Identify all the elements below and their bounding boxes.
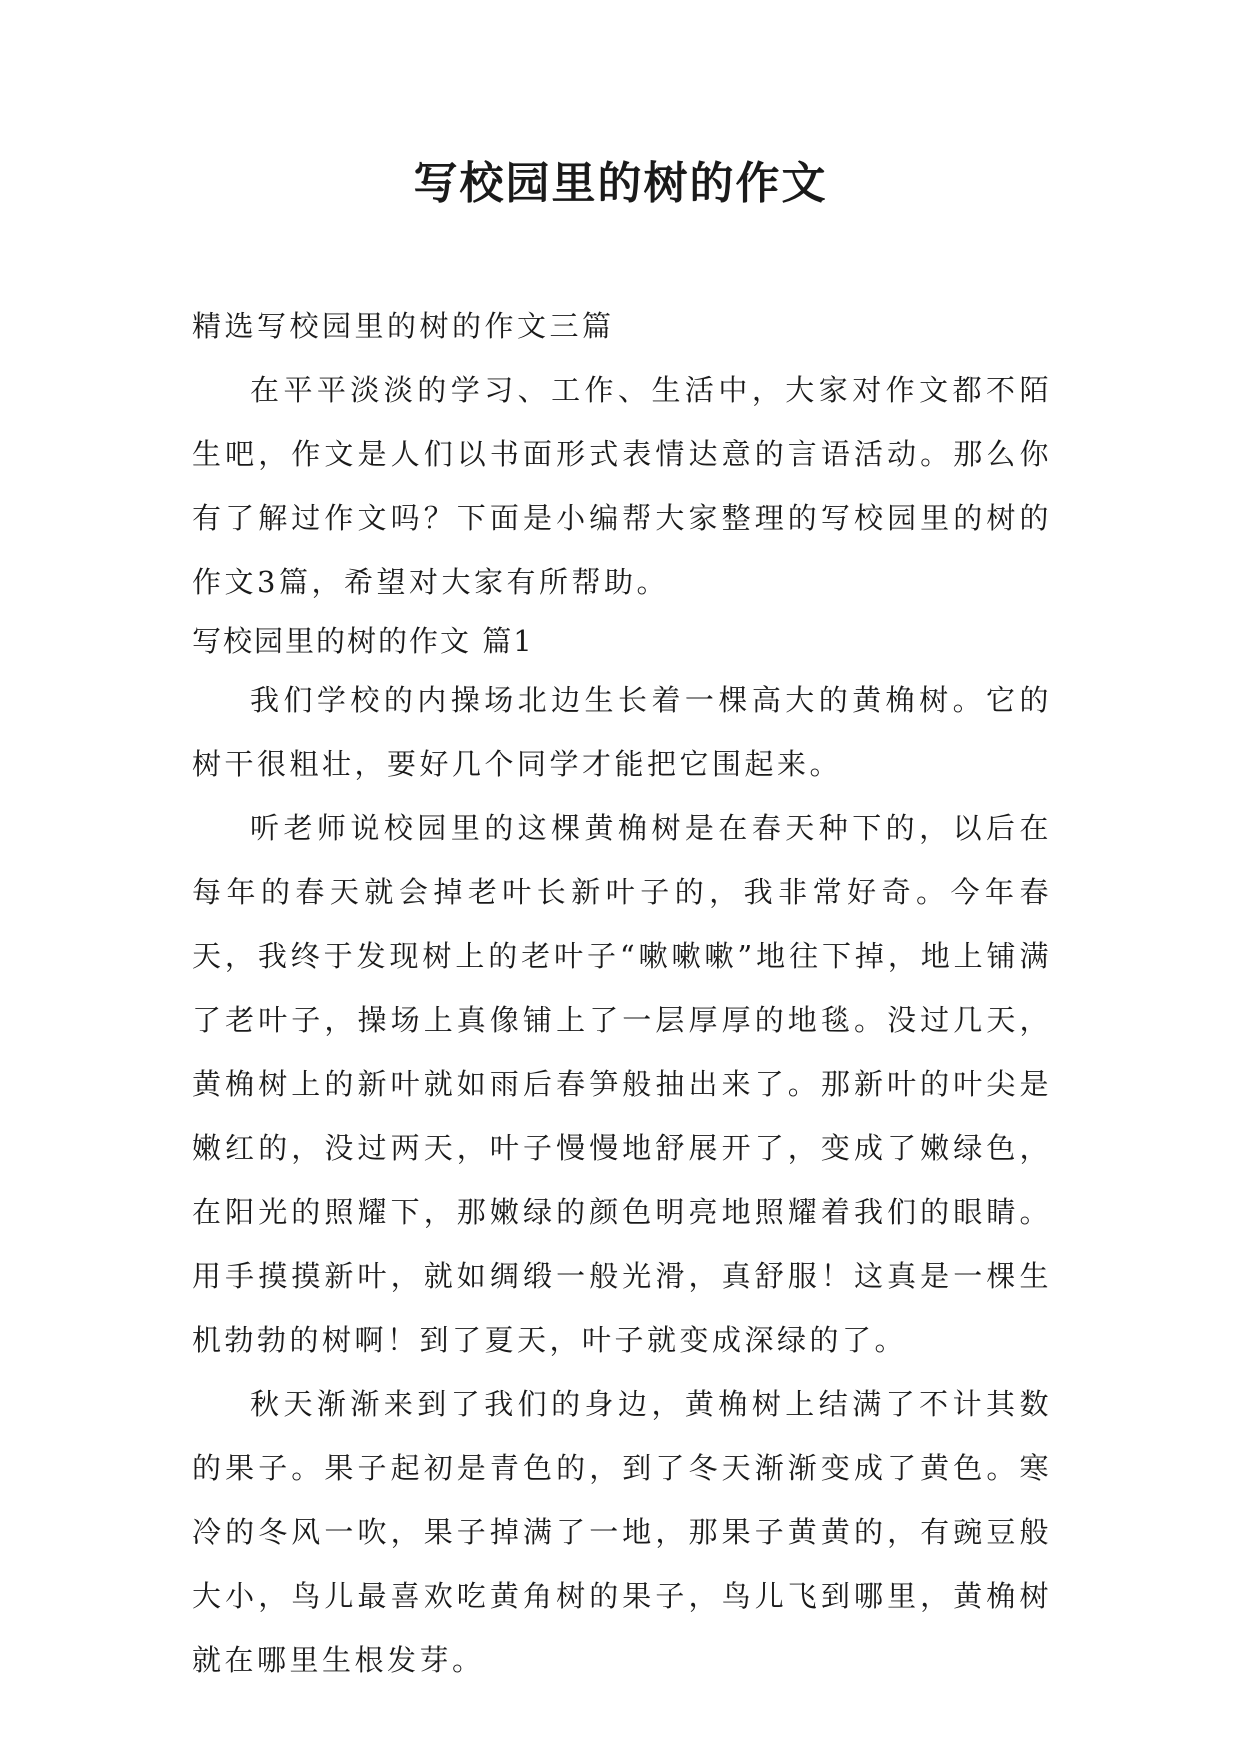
document-body bbox=[192, 294, 1052, 1692]
intro-heading: 精选写校园里的树的作文三篇 bbox=[192, 309, 615, 343]
paragraph: 我们学校的内操场北边生长着一棵高大的黄桷树。它的树干很粗壮，要好几个同学才能把它围起来。 bbox=[192, 683, 1052, 781]
paragraph: 听老师说校园里的这棵黄桷树是在春天种下的，以后在每年的春天就会掉老叶长新叶子的，我非常好奇。今年春天，我终于发现树上的老叶子“嗽嗽嗽”地往下掉，地上铺满了老叶子，操场上真像铺上了一层厚厚的地毯。没过几天，黄桷树上的新叶就如雨后春笋般抽出来了。那新叶的叶尖是嫩红的，没过两天，叶子慢慢地舒展开了，变成了嫩绿色，在阳光的照耀下，那嫩绿的颜色明亮地照耀着我们的眼睛。用手摸摸新叶，就如绸缎一般光滑，真舒服！这真是一棵生机勃勃的树啊！到了夏天，叶子就变成深绿的了。 bbox=[192, 811, 1052, 1357]
document-title: 写校园里的树的作文 bbox=[413, 158, 828, 209]
section-heading: 写校园里的树的作文 篇1 bbox=[192, 624, 534, 658]
paragraph: 秋天渐渐来到了我们的身边，黄桷树上结满了不计其数的果子。果子起初是青色的，到了冬天渐渐变成了黄色。寒冷的冬风一吹，果子掉满了一地，那果子黄黄的，有豌豆般大小，鸟儿最喜欢吃黄角树的果子，鸟儿飞到哪里，黄桷树就在哪里生根发芽。 bbox=[192, 1387, 1052, 1677]
intro-paragraph: 在平平淡淡的学习、工作、生活中，大家对作文都不陌生吧，作文是人们以书面形式表情达意的言语活动。那么你有了解过作文吗？下面是小编帮大家整理的写校园里的树的作文3篇，希望对大家有所帮助。 bbox=[192, 373, 1052, 599]
